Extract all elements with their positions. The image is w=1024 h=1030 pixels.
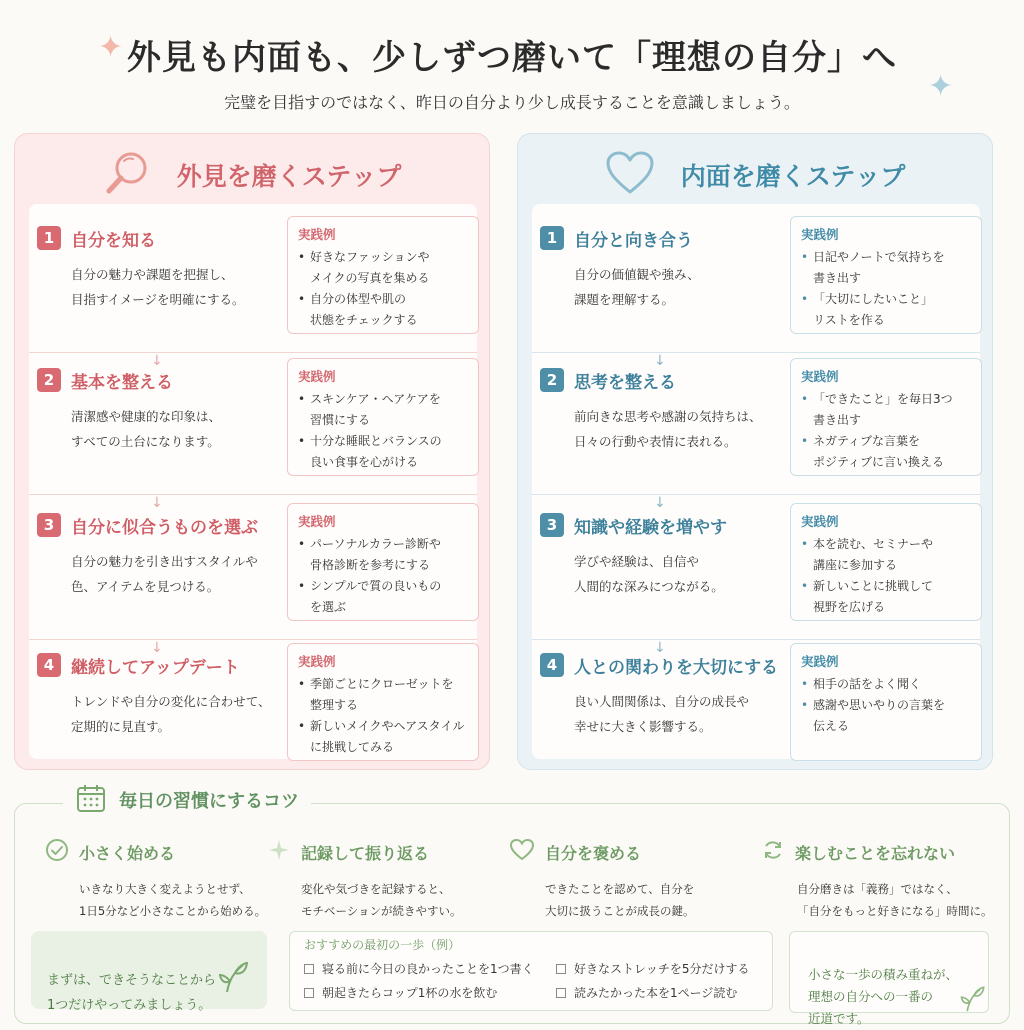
leaf-icon [960, 984, 986, 1012]
start-message: まずは、できそうなことから 1つだけやってみましょう。 [47, 973, 217, 1013]
step-title: 自分を知る [71, 231, 156, 251]
step-divider [532, 352, 980, 353]
inner-panel-title: 内面を磨くステップ [680, 162, 906, 191]
step-2 [29, 364, 477, 492]
step-title: 知識や経験を増やす [574, 518, 727, 538]
refresh-icon [761, 838, 785, 866]
heart-icon [605, 150, 655, 200]
step-number: 1 [540, 226, 564, 250]
leaf-icon [219, 959, 249, 993]
tip-desc: いきなり大きく変えようとせず、 1日5分など小さなことから始める。 [79, 882, 267, 918]
step-3 [532, 509, 980, 637]
bullet: • [801, 392, 809, 406]
closing-note: 小さな一歩の積み重ねが、 理想の自分への一番の 近道です。 [808, 967, 959, 1026]
step-divider [532, 494, 980, 495]
bullet: • [298, 434, 306, 448]
page-subtitle: 完璧を目指すのではなく、昨日の自分より少し成長することを意識しましょう。 [224, 93, 800, 112]
down-arrow-icon: ↓ [654, 640, 666, 656]
example-box [790, 503, 982, 621]
tip-title: 楽しむことを忘れない [795, 843, 956, 863]
tips-title: 毎日の習慣にするコツ [119, 791, 299, 812]
inner-panel-header [518, 144, 992, 206]
step-title: 自分と向き合う [574, 231, 693, 251]
example-item: • スキンケア・ヘアケアを 習慣にする [298, 389, 468, 431]
step-divider [532, 639, 980, 640]
example-item: • 好きなファッションや メイクの写真を集める [298, 247, 468, 289]
first-step-item[interactable]: 朝起きたらコップ1杯の水を飲む [304, 983, 556, 1003]
example-item: • 感謝や思いやりの言葉を 伝える [801, 695, 971, 737]
example-label: 実践例 [801, 654, 839, 669]
down-arrow-icon: ↓ [151, 640, 163, 656]
example-label: 実践例 [801, 514, 839, 529]
page-title: 外見も内面も、少しずつ磨いて「理想の自分」へ [127, 38, 897, 78]
step-number: 3 [37, 513, 61, 537]
first-steps-label: おすすめの最初の一歩（例） [304, 938, 461, 952]
tip-desc: 自分磨きは「義務」ではなく、 「自分をもっと好きになる」時間に。 [797, 882, 993, 918]
example-box [790, 216, 982, 334]
example-item: • 「できたこと」を毎日3つ 書き出す [801, 389, 971, 431]
first-step-item[interactable]: 寝る前に今日の良かったことを1つ書く [304, 959, 556, 979]
bullet: • [801, 434, 809, 448]
example-label: 実践例 [298, 514, 336, 529]
step-description: 前向きな思考や感謝の気持ちは、 日々の行動や表情に表れる。 [574, 409, 762, 449]
step-title: 思考を整える [574, 373, 676, 393]
step-description: トレンドや自分の変化に合わせて、 定期的に見直す。 [71, 694, 271, 734]
tip-start-small [45, 838, 285, 922]
first-step-item[interactable]: 読みたかった本を1ページ読む [556, 983, 766, 1003]
step-number: 3 [540, 513, 564, 537]
closing-note-box [789, 931, 989, 1026]
tip-enjoy [761, 838, 1001, 922]
example-item: • 自分の体型や肌の 状態をチェックする [298, 289, 468, 331]
example-box [790, 358, 982, 476]
outer-panel-title: 外見を磨くステップ [176, 162, 402, 191]
tips-header [63, 782, 311, 818]
bullet: • [801, 677, 809, 691]
example-item: • 季節ごとにクローゼットを 整理する [298, 674, 468, 716]
check-circle-icon [45, 838, 69, 866]
step-divider [29, 494, 477, 495]
tip-desc: できたことを認めて、自分を 大切に扱うことが成長の鍵。 [545, 882, 695, 918]
step-number: 4 [540, 653, 564, 677]
example-item: • 「大切にしたいこと」 リストを作る [801, 289, 971, 331]
checkbox[interactable] [304, 988, 314, 998]
bullet: • [298, 250, 306, 264]
calendar-icon [75, 782, 107, 818]
tip-title: 自分を褒める [545, 843, 642, 863]
step-number: 4 [37, 653, 61, 677]
checkbox[interactable] [304, 964, 314, 974]
step-1 [532, 222, 980, 350]
outer-steps-list [29, 204, 477, 759]
step-divider [29, 639, 477, 640]
step-title: 継続してアップデート [71, 658, 240, 678]
heart-outline-icon [509, 838, 535, 866]
example-item: • 日記やノートで気持ちを 書き出す [801, 247, 971, 289]
example-box [287, 358, 479, 476]
tip-record-review [267, 838, 507, 922]
down-arrow-icon: ↓ [654, 353, 666, 369]
step-description: 自分の価値観や強み、 課題を理解する。 [574, 267, 700, 307]
bullet: • [298, 392, 306, 406]
example-box [287, 216, 479, 334]
start-message-box [31, 931, 267, 1013]
example-label: 実践例 [298, 227, 336, 242]
example-item: • 新しいことに挑戦して 視野を広げる [801, 576, 971, 618]
bullet: • [801, 250, 809, 264]
example-label: 実践例 [298, 654, 336, 669]
example-item: • パーソナルカラー診断や 骨格診断を参考にする [298, 534, 468, 576]
step-1 [29, 222, 477, 350]
step-4 [29, 649, 477, 777]
bullet: • [801, 292, 809, 306]
step-description: 自分の魅力を引き出すスタイルや 色、アイテムを見つける。 [71, 554, 258, 594]
example-box [790, 643, 982, 761]
inner-steps-list [532, 204, 980, 759]
bullet: • [298, 677, 306, 691]
down-arrow-icon: ↓ [654, 495, 666, 511]
step-3 [29, 509, 477, 637]
step-number: 2 [540, 368, 564, 392]
step-number: 1 [37, 226, 61, 250]
first-steps-box [289, 931, 773, 1011]
down-arrow-icon: ↓ [151, 495, 163, 511]
tip-desc: 変化や気づきを記録すると、 モチベーションが続きやすい。 [301, 882, 462, 918]
step-description: 良い人間関係は、自分の成長や 幸せに大きく影響する。 [574, 694, 750, 734]
daily-habit-tips [14, 791, 1010, 1026]
bullet: • [298, 719, 306, 733]
step-description: 自分の魅力や課題を把握し、 目指すイメージを明確にする。 [71, 267, 245, 307]
step-4 [532, 649, 980, 777]
example-item: • 十分な睡眠とバランスの 良い食事を心がける [298, 431, 468, 473]
example-label: 実践例 [298, 369, 336, 384]
bullet: • [298, 537, 306, 551]
step-description: 清潔感や健康的な印象は、 すべての土台になります。 [71, 409, 222, 449]
step-divider [29, 352, 477, 353]
down-arrow-icon: ↓ [151, 353, 163, 369]
step-title: 基本を整える [71, 373, 173, 393]
sparkle-icon: ✦ [98, 30, 124, 65]
tip-praise-yourself [509, 838, 749, 922]
tip-title: 小さく始める [79, 843, 176, 863]
example-label: 実践例 [801, 369, 839, 384]
example-box [287, 643, 479, 761]
step-title: 自分に似合うものを選ぶ [71, 518, 258, 538]
outer-panel-header [15, 144, 489, 206]
example-item: • 新しいメイクやヘアスタイル に挑戦してみる [298, 716, 468, 758]
step-number: 2 [37, 368, 61, 392]
magnifying-glass-icon [103, 149, 151, 201]
outer-steps-panel [14, 133, 490, 770]
example-box [287, 503, 479, 621]
inner-steps-panel [517, 133, 993, 770]
example-item: • 相手の話をよく聞く [801, 674, 971, 695]
example-label: 実践例 [801, 227, 839, 242]
step-description: 学びや経験は、自信や 人間的な深みにつながる。 [574, 554, 724, 594]
step-2 [532, 364, 980, 492]
checkbox[interactable] [556, 964, 566, 974]
bullet: • [801, 537, 809, 551]
bullet: • [298, 579, 306, 593]
example-item: • 本を読む、セミナーや 講座に参加する [801, 534, 971, 576]
step-title: 人との関わりを大切にする [574, 658, 778, 678]
sparkle-icon [267, 838, 291, 866]
tip-title: 記録して振り返る [301, 843, 430, 863]
first-step-item[interactable]: 好きなストレッチを5分だけする [556, 959, 766, 979]
example-item: • ネガティブな言葉を ポジティブに言い換える [801, 431, 971, 473]
example-item: • シンプルで質の良いもの を選ぶ [298, 576, 468, 618]
sparkle-icon: ✦ [928, 69, 954, 104]
checkbox[interactable] [556, 988, 566, 998]
bullet: • [801, 698, 809, 712]
bullet: • [801, 579, 809, 593]
bullet: • [298, 292, 306, 306]
